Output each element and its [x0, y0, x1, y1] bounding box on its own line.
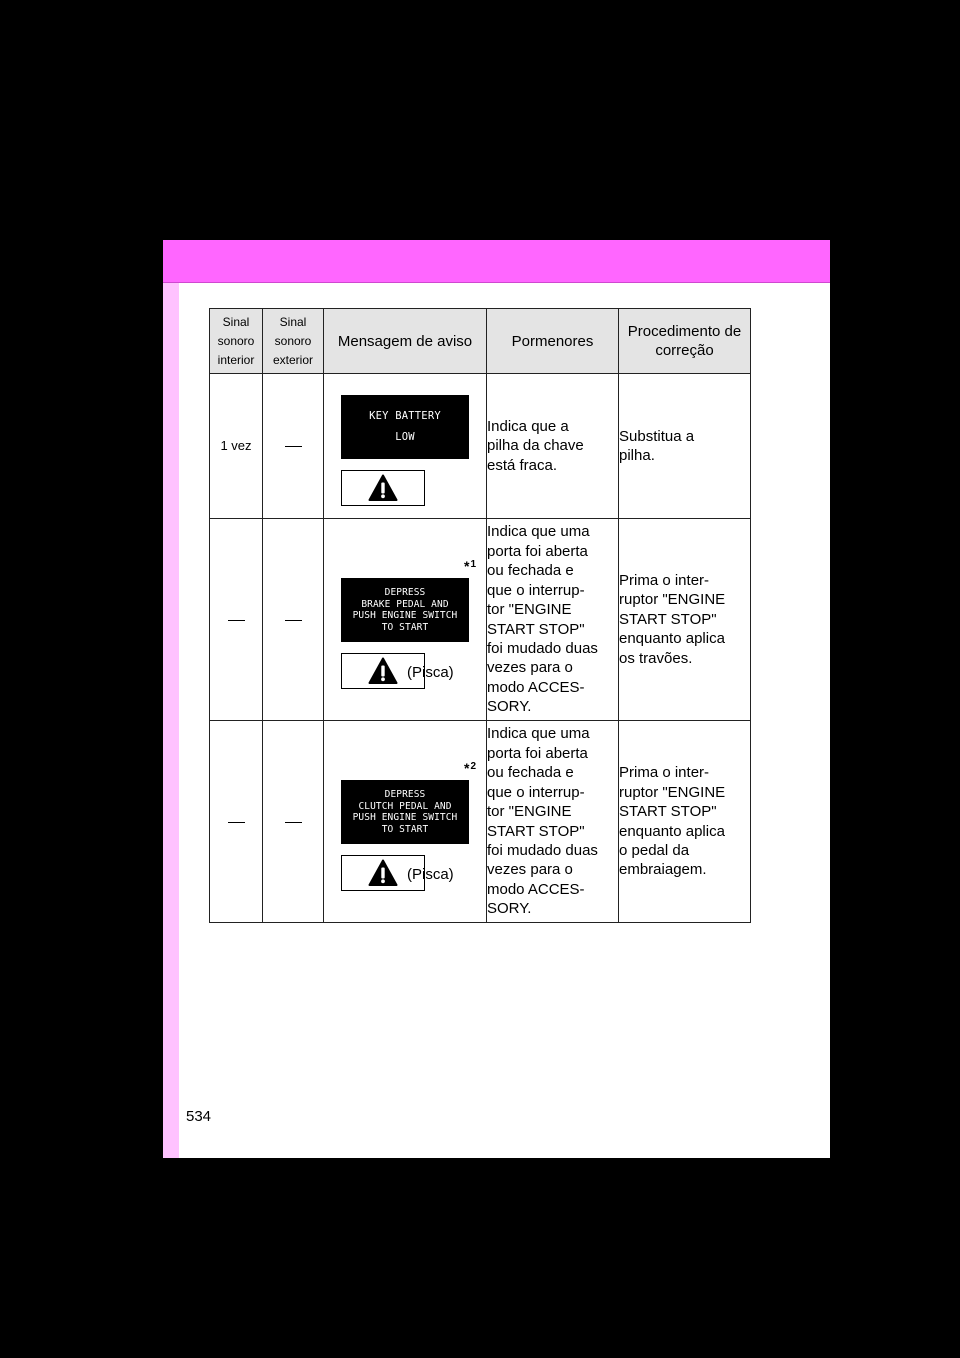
- procedure-cell: Prima o inter- ruptor "ENGINE START STOP" enquanto aplica os travões.: [619, 519, 751, 721]
- details-cell: Indica que a pilha da chave está fraca.: [487, 374, 619, 519]
- table-row: [210, 519, 751, 721]
- display-screen: DEPRESS BRAKE PEDAL AND PUSH ENGINE SWITCH TO START: [341, 578, 469, 642]
- procedure-cell: Substitua a pilha.: [619, 374, 751, 519]
- dash-mark: [228, 620, 245, 621]
- warning-message-cell: [324, 374, 487, 519]
- asterisk-note-icon: *$^1$: [464, 558, 477, 574]
- interior-buzzer-cell: [210, 721, 263, 923]
- exterior-buzzer-cell: [263, 374, 324, 519]
- flash-note: (Pisca): [407, 866, 454, 883]
- warning-triangle-icon: [368, 474, 398, 502]
- display-screen: DEPRESS CLUTCH PEDAL AND PUSH ENGINE SWITCH TO START: [341, 780, 469, 844]
- warning-triangle-icon: [368, 657, 398, 685]
- table-row: [210, 721, 751, 923]
- warning-message-cell: [324, 519, 487, 721]
- flash-note: (Pisca): [407, 664, 454, 681]
- page-number: 534: [186, 1108, 212, 1125]
- exterior-buzzer-cell: [263, 519, 324, 721]
- header-band-border: [163, 282, 830, 283]
- interior-buzzer-cell: 1 vez: [210, 374, 263, 519]
- warning-message-cell: [324, 721, 487, 923]
- header-exterior-buzzer: Sinal sonoro exterior: [263, 309, 324, 374]
- manual-page: [163, 240, 830, 1158]
- dash-mark: [285, 822, 302, 823]
- procedure-cell: Prima o inter- ruptor "ENGINE START STOP" enquanto aplica o pedal da embraiagem.: [619, 721, 751, 923]
- dash-mark: [228, 822, 245, 823]
- header-details: Pormenores: [487, 309, 619, 374]
- header-procedure: Procedimento de correção: [619, 309, 751, 374]
- header-interior-buzzer: Sinal sonoro interior: [210, 309, 263, 374]
- header-band: [163, 240, 830, 282]
- warning-triangle-icon: [368, 859, 398, 887]
- side-tab-strip: [163, 283, 179, 1158]
- warning-light-box: [341, 470, 425, 506]
- dash-mark: [285, 446, 302, 447]
- table-header-row: [210, 309, 751, 374]
- asterisk-note-icon: *$^2$: [464, 760, 477, 776]
- display-screen: KEY BATTERY LOW: [341, 395, 469, 459]
- header-warning-message: Mensagem de aviso: [324, 309, 487, 374]
- dash-mark: [285, 620, 302, 621]
- details-cell: Indica que uma porta foi aberta ou fechada e que o interrup- tor "ENGINE START STOP" foi mudado duas vezes para o modo ACCES- SORY.: [487, 519, 619, 721]
- table-row: [210, 374, 751, 519]
- exterior-buzzer-cell: [263, 721, 324, 923]
- details-cell: Indica que uma porta foi aberta ou fechada e que o interrup- tor "ENGINE START STOP" foi mudado duas vezes para o modo ACCES- SORY.: [487, 721, 619, 923]
- interior-buzzer-cell: [210, 519, 263, 721]
- warning-message-table: [209, 308, 751, 923]
